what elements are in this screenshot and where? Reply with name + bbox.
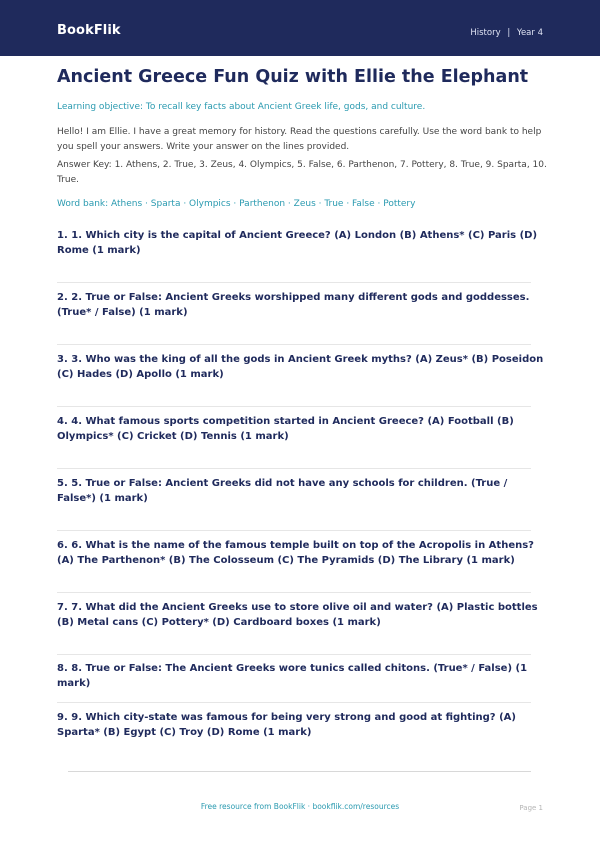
- answer-line-4[interactable]: [57, 468, 531, 469]
- question-3: 3. 3. Who was the king of all the gods in Ancient Greek myths? (A) Zeus* (B) Poseidon (C) Hades (D) Apollo (1 mark): [57, 354, 544, 380]
- answer-key: Answer Key: 1. Athens, 2. True, 3. Zeus, 4. Olympics, 5. False, 6. Parthenon, 7. Pottery, 8. True, 9. Sparta, 10. True.: [57, 160, 547, 185]
- question-8: 8. 8. True or False: The Ancient Greeks wore tunics called chitons. (True* / False) (1 mark): [57, 663, 528, 689]
- brand-logo-text[interactable]: BookFlik: [57, 23, 121, 38]
- word-bank: Word bank: Athens · Sparta · Olympics · Parthenon · Zeus · True · False · Pottery: [57, 199, 416, 209]
- question-9: 9. 9. Which city-state was famous for being very strong and good at fighting? (A) Sparta* (B) Egypt (C) Troy (D) Rome (1 mark): [57, 712, 516, 738]
- footer-resource-link[interactable]: Free resource from BookFlik · bookflik.com/resources: [200, 802, 400, 811]
- question-1: 1. 1. Which city is the capital of Ancient Greece? (A) London (B) Athens* (C) Paris (D) Rome (1 mark): [57, 230, 538, 256]
- answer-line-3[interactable]: [57, 406, 531, 407]
- learning-objective: Learning objective: To recall key facts about Ancient Greek life, gods, and culture.: [57, 102, 426, 112]
- page-number: Page 1: [519, 804, 543, 812]
- question-4: 4. 4. What famous sports competition started in Ancient Greece? (A) Football (B) Olympics* (C) Cricket (D) Tennis (1 mark): [57, 416, 514, 442]
- question-2: 2. 2. True or False: Ancient Greeks worshipped many different gods and goddesses. (True* / False) (1 mark): [57, 292, 530, 318]
- question-7: 7. 7. What did the Ancient Greeks use to store olive oil and water? (A) Plastic bottles (B) Metal cans (C) Pottery* (D) Cardboard boxes (1 mark): [57, 602, 538, 628]
- year-label: Year 4: [516, 28, 543, 38]
- worksheet-title: Ancient Greece Fun Quiz with Ellie the Elephant: [57, 67, 529, 87]
- answer-line-7[interactable]: [57, 654, 531, 655]
- answer-line-5[interactable]: [57, 530, 531, 531]
- meta-separator: |: [507, 28, 511, 38]
- answer-line-6[interactable]: [57, 592, 531, 593]
- subject-label: History: [470, 28, 501, 38]
- answer-line-2[interactable]: [57, 344, 531, 345]
- top-header-bar: [0, 0, 600, 56]
- footer-divider: [68, 771, 531, 772]
- header-meta: [470, 27, 543, 39]
- question-5: 5. 5. True or False: Ancient Greeks did not have any schools for children. (True / False*) (1 mark): [57, 478, 508, 504]
- question-6: 6. 6. What is the name of the famous temple built on top of the Acropolis in Athens? (A) The Parthenon* (B) The Colosseum (C) The Pyramids (D) The Library (1 mark): [57, 540, 534, 566]
- intro-paragraph: Hello! I am Ellie. I have a great memory for history. Read the questions carefully. Use the word bank to help you spell your answers. Write your answer on the lines provided.: [57, 127, 542, 152]
- answer-line-1[interactable]: [57, 282, 531, 283]
- answer-line-8[interactable]: [57, 702, 531, 703]
